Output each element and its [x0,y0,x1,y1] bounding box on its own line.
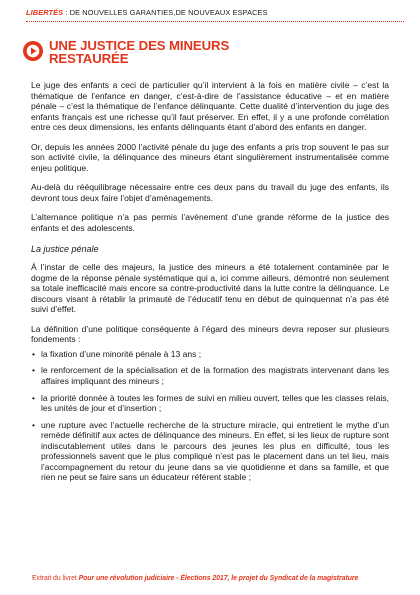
paragraph: La définition d’une politique conséquente à l’égard des mineurs devra reposer sur plusieurs fondements : [31,323,389,345]
section-label: LIBERTÉS [26,8,64,17]
title-line-2: RESTAURÉE [49,51,129,67]
list-item: • la fixation d’une minorité pénale à 13 ans ; [31,349,389,360]
article-title-block [22,39,402,65]
list-item: • le renforcement de la spécialisation et de la formation des magistrats intervenant dans les affaires impliquant des mineurs ; [31,365,389,386]
article-title [49,39,229,65]
footer-prefix: Extrait du livret [32,575,79,582]
section-header [26,8,404,22]
paragraph: L’alternance politique n’a pas permis l’avènement d’une grande réforme de la justice des enfants et des adolescents. [31,212,389,234]
paragraph: Au-delà du rééquilibrage nécessaire entre ces deux pans du travail du juge des enfants, ils devront tous deux faire l’objet d’aménagements. [31,182,389,203]
source-footer [32,575,392,582]
section-text: DE NOUVELLES GARANTIES,DE NOUVEAUX ESPACES [69,8,268,17]
footer-source-title: Pour une révolution judiciaire - Élections 2017, le projet du Syndicat de la magistrature [78,575,359,582]
section-separator: : [63,8,70,17]
paragraph: Le juge des enfants a ceci de particulier qu’il intervient à la fois en matière civile – c’est la thématique de l’enfance en danger, c’est-à-dire de l’assistance éducative – et en matière pénale – c’est la thématique de l’enfance délinquante. Cette dualité d’intervention du juge des enfants français est une richesse qu’il faut préserver. En effet, il y a une profonde corrélation entre ces deux dimensions, les enfants délinquants étant d’abord des enfants en danger. [31,80,389,133]
title-line-1: UNE JUSTICE DES MINEURS [49,38,230,53]
subheading: La justice pénale [31,243,99,254]
paragraph: Or, depuis les années 2000 l’activité pénale du juge des enfants a pris trop souvent le pas sur son activité civile, la délinquance des mineurs étant singulièrement instrumentalisée comme enjeu politique. [31,141,389,173]
bullet-list [31,349,389,483]
list-item: • une rupture avec l’actuelle recherche de la structure miracle, qui entretient le mythe d’un remède définitif aux actes de délinquance des mineurs. En effet, si les lieux de rupture sont indiscutablement utiles dans le parcours des jeunes les plus en difficulté, tous les professionnels savent que le plus compliqué n’est pas le placement dans un tel lieu, mais l’accompagnement du retour du jeune dans sa vie quotidienne et dans sa famille, et que rien ne peut se faire sans un éducateur référent stable ; [31,420,389,483]
article-body [31,80,389,489]
list-item: • la priorité donnée à toutes les formes de suivi en milieu ouvert, telles que les classes relais, les unités de jour et d’insertion ; [31,393,389,414]
paragraph: À l’instar de celle des majeurs, la justice des mineurs a été totalement contaminée par le dogme de la réponse pénale systématique qui a, ici comme ailleurs, démontré non seulement sa totale inefficacité mais encore sa contre-productivité dans la lutte contre la délinquance. Le discours visant à rétablir la primauté de l’éducatif tenu en début de quinquennat n’a pas été suivi d’effet. [31,262,389,315]
arrow-right-circle-icon [22,40,44,62]
